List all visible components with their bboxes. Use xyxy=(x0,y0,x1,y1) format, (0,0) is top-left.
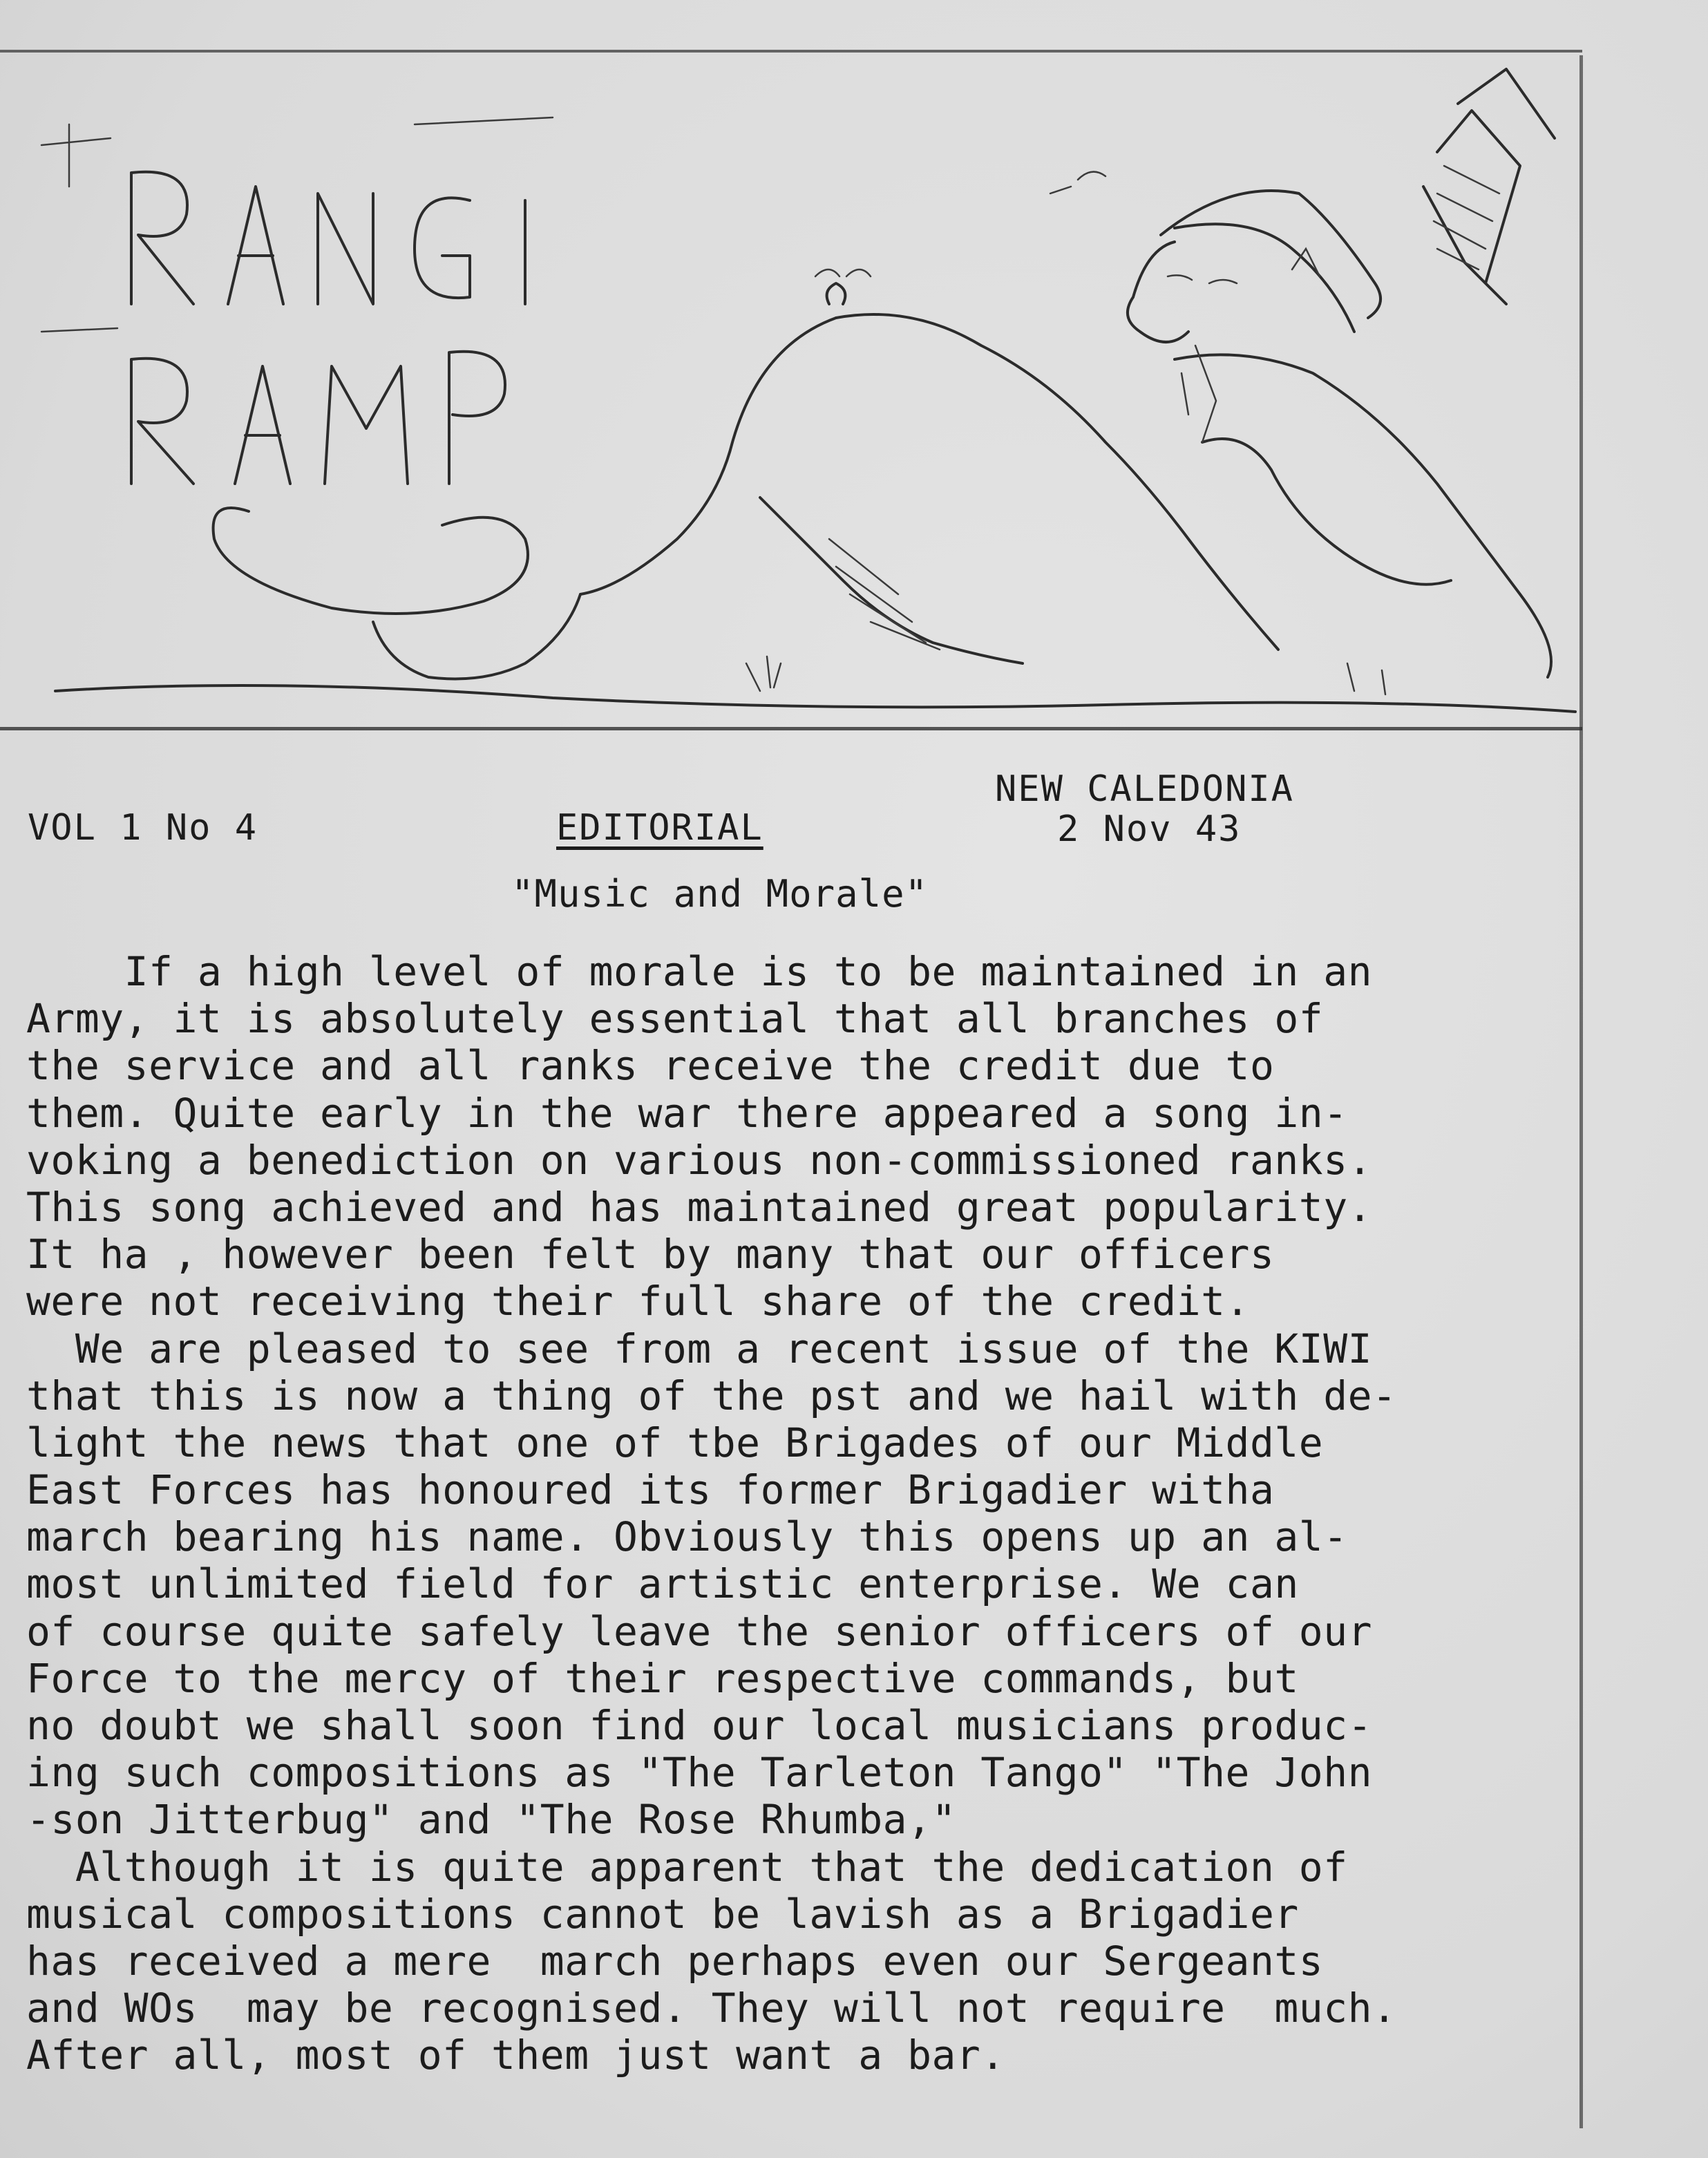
body-line: musical compositions cannot be lavish as a Brigadier xyxy=(26,1890,1299,1938)
body-line: Force to the mercy of their respective commands, but xyxy=(26,1654,1299,1702)
masthead-title-logo xyxy=(41,117,553,484)
volume-number: VOL 1 No 4 xyxy=(28,807,258,849)
body-line: light the news that one of tbe Brigades of our Middle xyxy=(26,1419,1324,1466)
body-line: most unlimited field for artistic enterprise. We can xyxy=(26,1560,1299,1608)
right-margin-rule xyxy=(1579,55,1583,2128)
masthead-illustration xyxy=(0,55,1579,726)
top-rule xyxy=(0,50,1582,53)
issue-date: 2 Nov 43 xyxy=(1057,808,1242,850)
body-line: ing such compositions as "The Tarleton Tango" "The John xyxy=(26,1749,1373,1797)
section-heading: EDITORIAL xyxy=(556,807,763,849)
body-line: After all, most of them just want a bar. xyxy=(26,2032,1005,2079)
place-line: NEW CALEDONIA xyxy=(995,768,1294,810)
body-line: Army, it is absolutely essential that all branches of xyxy=(26,995,1324,1043)
body-line: This song achieved and has maintained great popularity. xyxy=(26,1183,1373,1231)
body-line: East Forces has honoured its former Brigadier witha xyxy=(26,1466,1275,1514)
body-line: march bearing his name. Obviously this opens up an al- xyxy=(26,1513,1348,1561)
body-line: has received a mere march perhaps even our Sergeants xyxy=(26,1937,1324,1985)
body-line: were not receiving their full share of the credit. xyxy=(26,1278,1250,1325)
body-line: and WOs may be recognised. They will not require much. xyxy=(26,1985,1397,2032)
body-line: of course quite safely leave the senior officers of our xyxy=(26,1607,1373,1655)
body-line: voking a benediction on various non-commissioned ranks. xyxy=(26,1136,1373,1184)
body-line: -son Jitterbug" and "The Rose Rhumba," xyxy=(26,1796,956,1844)
body-line: We are pleased to see from a recent issue of the KIWI xyxy=(26,1325,1373,1372)
editorial-body xyxy=(26,948,1574,2079)
body-line: that this is now a thing of the pst and we hail with de- xyxy=(26,1372,1397,1419)
masthead-divider xyxy=(0,727,1582,730)
body-line: no doubt we shall soon find our local musicians produc- xyxy=(26,1702,1373,1749)
editorial-title: "Music and Morale" xyxy=(511,872,929,916)
body-line: them. Quite early in the war there appeared a song in- xyxy=(26,1089,1348,1137)
body-line: Although it is quite apparent that the dedication of xyxy=(26,1843,1348,1891)
body-line: It ha , however been felt by many that our officers xyxy=(26,1231,1275,1278)
reclining-soldier-drawing xyxy=(0,55,1579,726)
body-line: If a high level of morale is to be maintained in an xyxy=(26,948,1373,995)
body-line: the service and all ranks receive the credit due to xyxy=(26,1042,1275,1090)
